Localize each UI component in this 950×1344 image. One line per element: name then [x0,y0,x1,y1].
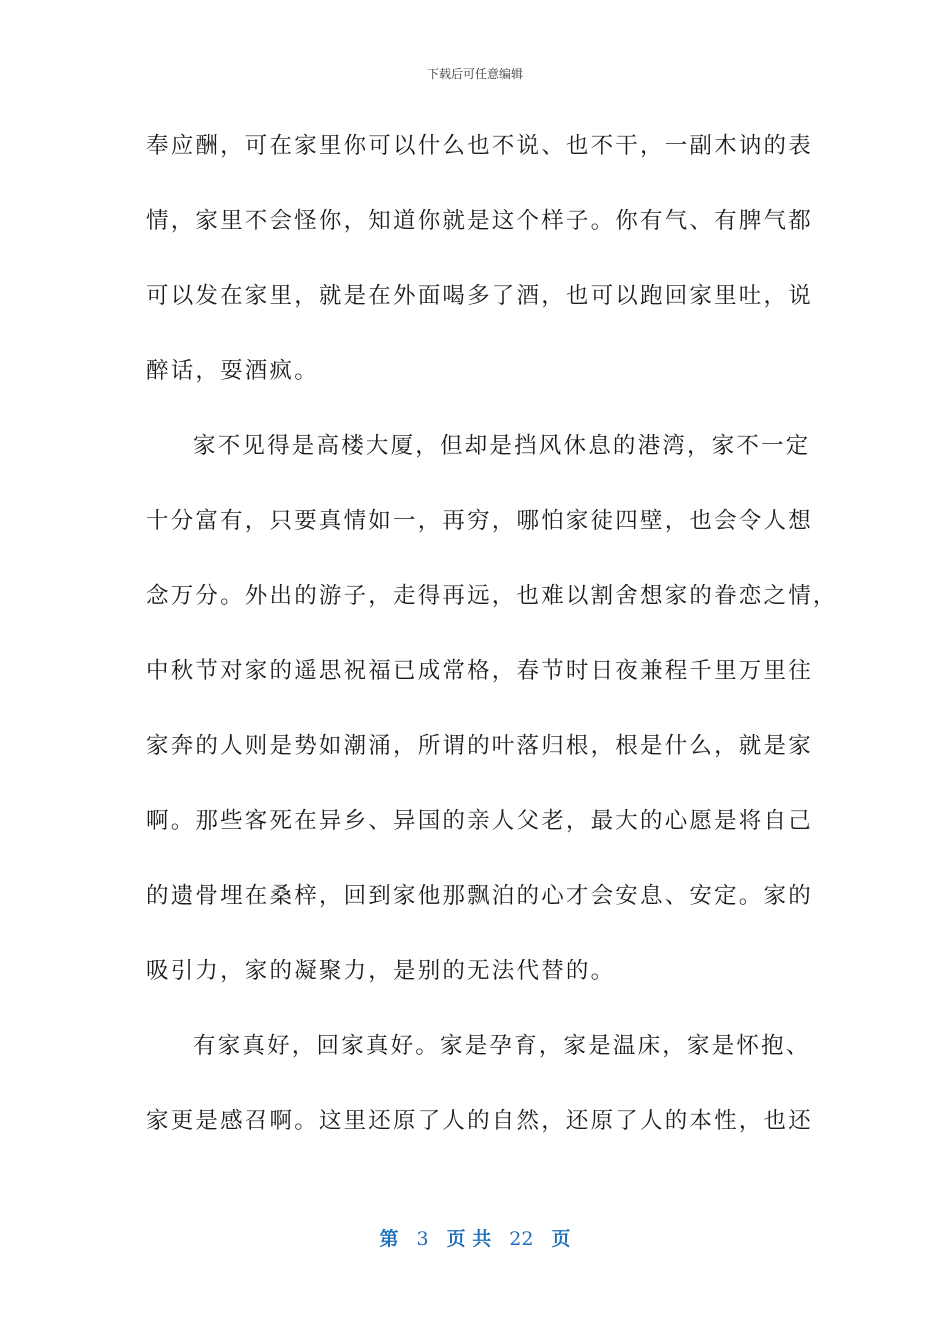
text-line-5: 家不见得是高楼大厦，但却是挡风休息的港湾，家不一定 [193,433,811,459]
text-line-10: 啊。那些客死在异乡、异国的亲人父老，最大的心愿是将自己 [146,808,813,834]
text-line-1: 奉应酬，可在家里你可以什么也不说、也不干，一副木讷的表 [146,133,813,159]
text-line-4: 醉话，耍酒疯。 [146,358,319,384]
text-line-12: 吸引力，家的凝聚力，是别的无法代替的。 [146,958,616,984]
text-line-8: 中秋节对家的遥思祝福已成常格，春节时日夜兼程千里万里往 [146,658,813,684]
text-line-3: 可以发在家里，就是在外面喝多了酒，也可以跑回家里吐，说 [146,283,813,309]
page-footer [0,1226,950,1252]
text-line-6: 十分富有，只要真情如一，再穷，哪怕家徒四壁，也会令人想 [146,508,813,534]
footer-prefix: 第 [379,1228,399,1250]
page-header: 下载后可任意编辑 [426,67,523,81]
total-pages-number: 22 [509,1228,534,1250]
text-line-9: 家奔的人则是势如潮涌，所谓的叶落归根，根是什么，就是家 [146,733,813,759]
body-text [146,124,838,1174]
text-line-11: 的遗骨埋在桑梓，回到家他那飘泊的心才会安息、安定。家的 [146,883,813,909]
footer-suffix: 页 [551,1228,571,1250]
text-line-2: 情，家里不会怪你，知道你就是这个样子。你有气、有脾气都 [146,208,813,234]
text-line-14: 家更是感召啊。这里还原了人的自然，还原了人的本性，也还 [146,1108,813,1134]
text-line-13: 有家真好，回家真好。家是孕育，家是温床，家是怀抱、 [193,1033,811,1059]
current-page-number: 3 [416,1228,429,1250]
footer-middle: 页 共 [446,1228,492,1250]
text-line-7: 念万分。外出的游子，走得再远，也难以割舍想家的眷恋之情， [146,583,838,609]
